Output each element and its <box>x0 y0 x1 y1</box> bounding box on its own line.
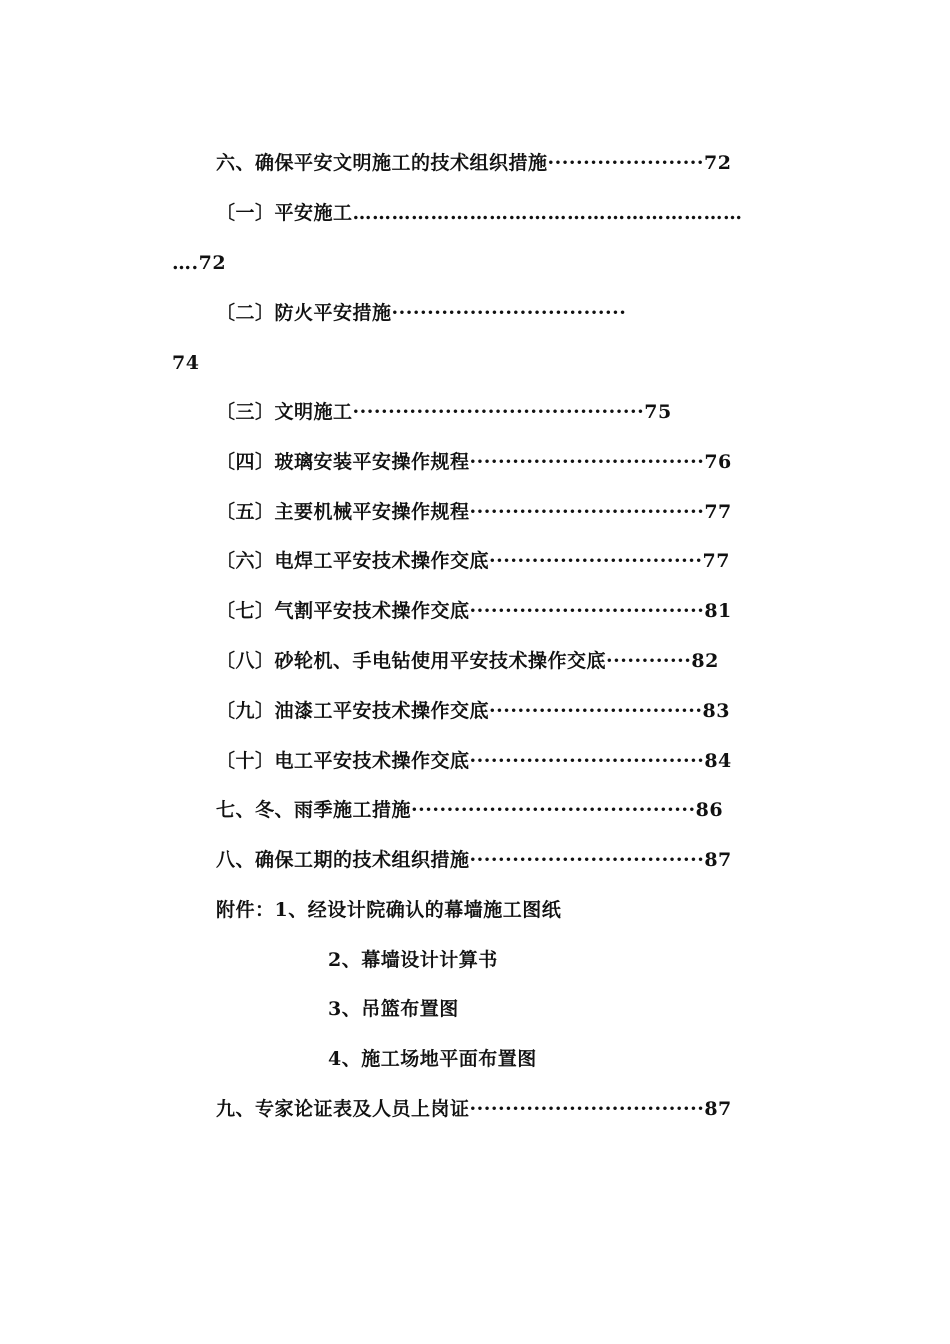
toc-leader: ································· <box>469 600 705 622</box>
toc-entry-s6-8 <box>216 648 719 674</box>
toc-entry-s8 <box>216 847 732 873</box>
toc-entry-s6-10 <box>216 748 732 774</box>
toc-title: 〔九〕油漆工平安技术操作交底 <box>216 700 490 722</box>
toc-leader: ········································· <box>352 401 645 423</box>
toc-title: 〔五〕主要机械平安操作规程 <box>216 501 470 523</box>
toc-title: 〔七〕气割平安技术操作交底 <box>216 600 470 622</box>
toc-entry-s6-4 <box>216 449 732 475</box>
toc-entry-s6-2 <box>216 300 626 326</box>
toc-attachment-2 <box>328 947 498 973</box>
toc-leader: ············ <box>606 650 692 672</box>
toc-page-number: 83 <box>702 700 730 722</box>
toc-entry-s6-1-cont <box>172 250 226 276</box>
toc-entry-s6 <box>216 150 732 176</box>
toc-page-number: 82 <box>691 650 719 672</box>
toc-entry-s6-5 <box>216 499 732 525</box>
toc-leader: ································· <box>391 302 627 324</box>
toc-leader: ································· <box>469 849 705 871</box>
toc-title: 〔八〕砂轮机、手电钻使用平安技术操作交底 <box>216 650 607 672</box>
toc-title: 附件：1、经设计院确认的幕墙施工图纸 <box>216 899 562 921</box>
toc-leader: ········································ <box>411 799 696 821</box>
toc-page-number: 74 <box>172 352 200 374</box>
toc-title: 〔三〕文明施工 <box>216 401 353 423</box>
toc-title: 3、吊篮布置图 <box>328 998 459 1020</box>
toc-entry-s6-2-cont <box>172 350 199 376</box>
toc-title: 〔二〕防火平安措施 <box>216 302 392 324</box>
toc-leader: ································· <box>469 501 705 523</box>
toc-entry-s6-6 <box>216 548 730 574</box>
toc-title: 〔六〕电焊工平安技术操作交底 <box>216 550 490 572</box>
toc-title: 九、专家论证表及人员上岗证 <box>216 1098 470 1120</box>
toc-leader: ································· <box>469 750 705 772</box>
toc-attachment-4 <box>328 1046 537 1072</box>
toc-title: 六、确保平安文明施工的技术组织措施 <box>216 152 548 174</box>
toc-entry-s7 <box>216 797 723 823</box>
toc-attachment-3 <box>328 996 459 1022</box>
toc-page-number: 76 <box>704 451 732 473</box>
toc-page-number: 72 <box>704 152 732 174</box>
toc-leader: ······················ <box>547 152 705 174</box>
toc-entry-s6-7 <box>216 598 732 624</box>
toc-page-number: 81 <box>704 600 732 622</box>
toc-entry-s9 <box>216 1096 732 1122</box>
toc-page-number: 87 <box>704 1098 732 1120</box>
toc-title: 〔十〕电工平安技术操作交底 <box>216 750 470 772</box>
toc-title: 八、确保工期的技术组织措施 <box>216 849 470 871</box>
toc-page-number: 84 <box>704 750 732 772</box>
toc-title: 〔一〕平安施工 <box>216 202 353 224</box>
toc-page-number: 77 <box>702 550 730 572</box>
toc-leader: …………………………………………………… <box>352 202 743 224</box>
toc-title: 〔四〕玻璃安装平安操作规程 <box>216 451 470 473</box>
toc-page-number: 87 <box>704 849 732 871</box>
toc-page-number: ….72 <box>172 252 227 274</box>
toc-leader: ······························ <box>489 550 703 572</box>
toc-entry-s6-3 <box>216 399 672 425</box>
toc-page-number: 75 <box>644 401 672 423</box>
toc-leader: ································· <box>469 1098 705 1120</box>
toc-title: 4、施工场地平面布置图 <box>328 1048 537 1070</box>
toc-entry-s6-1 <box>216 200 743 226</box>
toc-entry-s6-9 <box>216 698 730 724</box>
toc-page-number: 86 <box>695 799 724 821</box>
toc-title: 七、冬、雨季施工措施 <box>216 799 412 821</box>
toc-leader: ································· <box>469 451 705 473</box>
toc-page-number: 77 <box>704 501 732 523</box>
toc-title: 2、幕墙设计计算书 <box>328 949 498 971</box>
toc-attachment-1 <box>216 897 561 923</box>
toc-leader: ······························ <box>489 700 703 722</box>
